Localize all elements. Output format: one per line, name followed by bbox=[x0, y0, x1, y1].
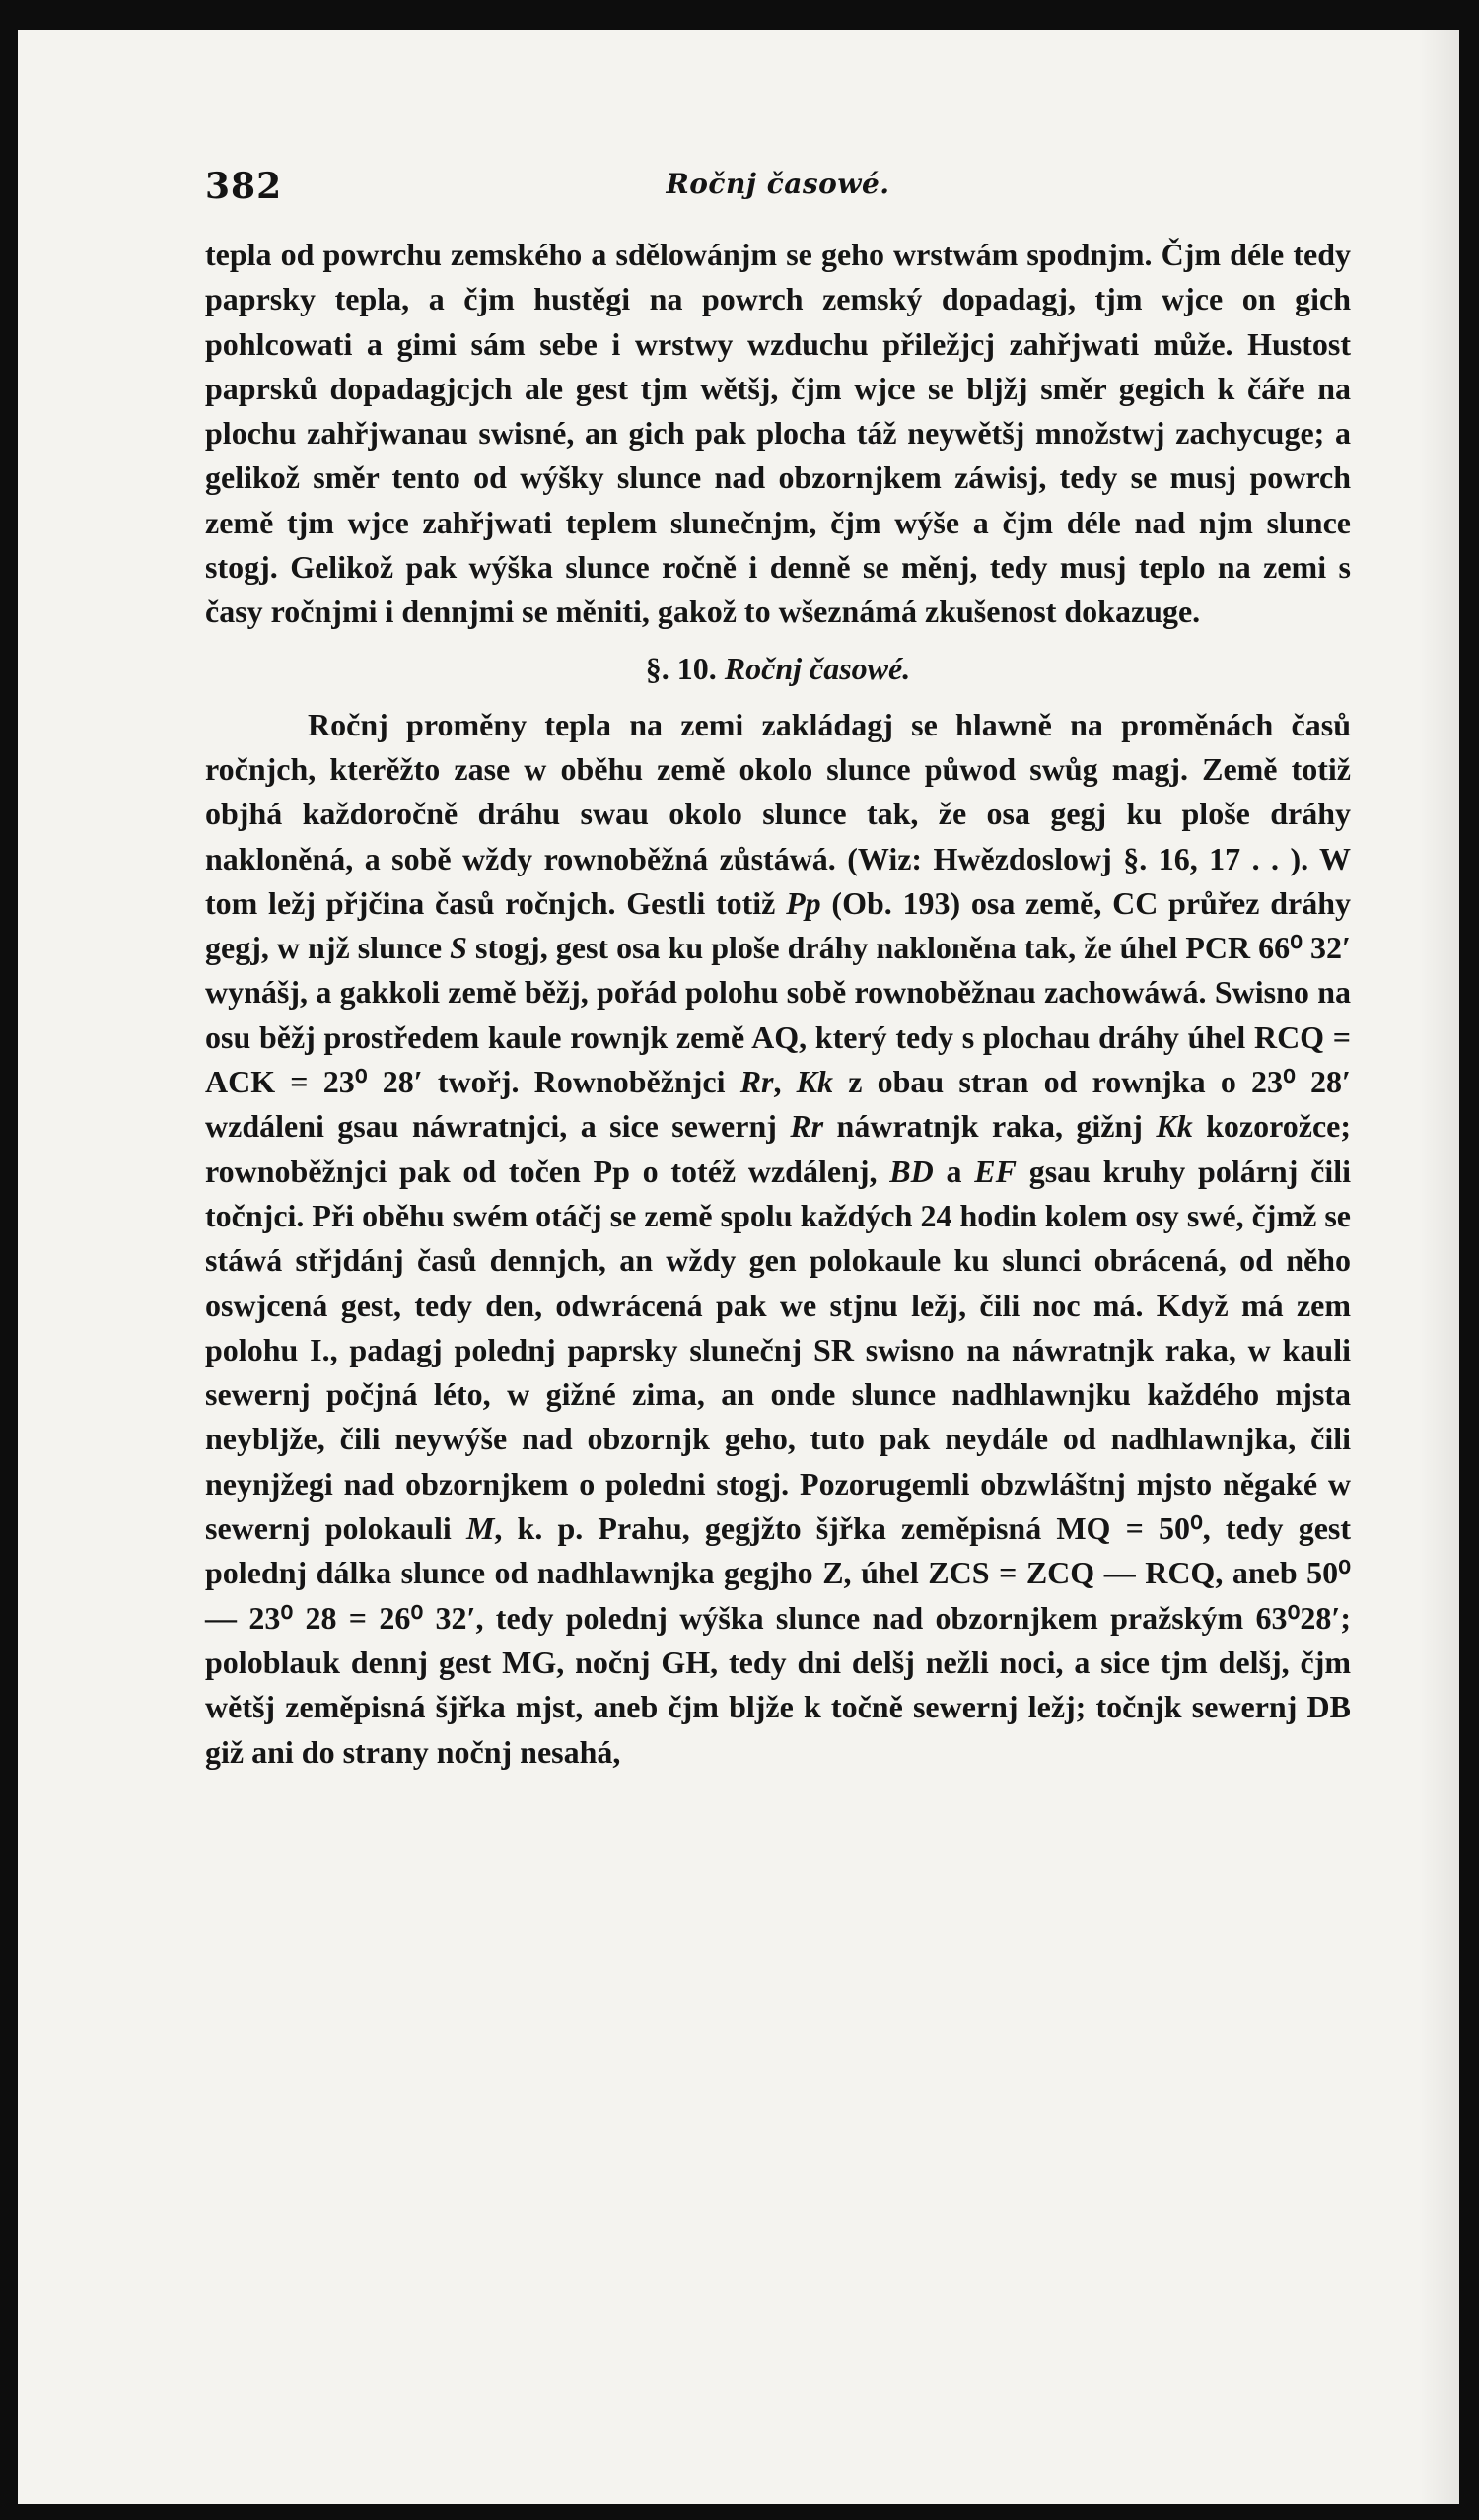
symbol-M: M bbox=[465, 1510, 495, 1547]
paragraph-seasons bbox=[205, 703, 1351, 1775]
symbol-Rr: Rr bbox=[740, 1064, 774, 1100]
running-head: Ročnj časowé. bbox=[666, 168, 890, 200]
symbol-EF: EF bbox=[974, 1153, 1017, 1189]
text-run: náwratnjk raka, gižnj bbox=[823, 1108, 1157, 1145]
page-number: 382 bbox=[205, 166, 283, 207]
text-run: gsau kruhy polárnj čili točnjci. Při oběhu swém otáčj se země spolu každých 24 hodin kolem osy swé, čjmž se stáwá střjdánj časů dennjch, an wždy gen polokaule ku slunci obrácená, od něho oswjcená gest, tedy den, odwrácená pak we stjnu ležj, čili noc má. Když má zem polohu I., padagj polednj paprsky slunečnj SR swisno na náwratnjk raka, w kauli sewernj počjná léto, w gižné zima, an onde slunce nadhlawnjku každého mjsta neybljže, čili neywýše nad obzornjk geho, tuto pak neydále od nadhlawnjka, čili neynjžegi nad obzornjkem o poledni stogj. Pozorugemli obzwláštnj mjsto něgaké w sewernj polokauli bbox=[205, 1153, 1352, 1547]
text-run: kozorožce; rownoběžnjci pak od točen Pp o totéž wzdálenj, bbox=[205, 1108, 1352, 1189]
section-number: §. 10. bbox=[645, 650, 717, 686]
page-edge-shadow bbox=[1420, 30, 1459, 2504]
text-run: (Ob. 193) osa země, CC průřez dráhy gegj, w njž slunce bbox=[205, 884, 1352, 966]
text-run: a bbox=[933, 1153, 975, 1189]
section-title: Ročnj časowé. bbox=[724, 650, 911, 686]
symbol-S: S bbox=[450, 930, 467, 966]
body-text bbox=[205, 233, 1351, 1775]
text-run: Ročnj proměny tepla na zemi zakládagj se hlawně na proměnách časů ročnjch, kterěžto zase w oběhu země okolo slunce půwod swůg magj. Země totiž objhá každoročně dráhu swau okolo slunce tak, že osa gegj ku ploše dráhy nakloněná, a sobě wždy rownoběžná zůstáwá. (Wiz: Hwězdoslowj §. 16, 17 . . ). W tom ležj přjčina časů ročnjch. Gestli totiž bbox=[205, 706, 1351, 921]
page-header bbox=[205, 166, 1351, 205]
paragraph-continued: tepla od powrchu zemského a sdělowánjm se geho wrstwám spodnjm. Čjm déle tedy paprsky tepla, a čjm hustěgi na powrch zemský dopadagj, tjm wjce on gich pohlcowati a gimi sám sebe i wrstwy wzduchu přiležjcj zahřjwati může. Hustost paprsků dopadagjcjch ale gest tjm wětšj, čjm wjce se bljžj směr gegich k čáře na plochu zahřjwanau swisné, an gich pak plocha táž neywětšj množstwj zachycuge; a gelikož směr tento od wýšky slunce nad obzornjkem záwisj, tedy se musj powrch země tjm wjce zahřjwati teplem slunečnjm, čjm wýše a čjm déle nad njm slunce stogj. Gelikož pak wýška slunce ročně i denně se měnj, tedy musj teplo na zemi s časy ročnjmi i dennjmi se měniti, gakož to wšeznámá zkušenost dokazuge. bbox=[205, 237, 1351, 630]
symbol-Kk: Kk bbox=[796, 1064, 834, 1100]
symbol-Kk: Kk bbox=[1156, 1108, 1193, 1145]
symbol-BD: BD bbox=[889, 1153, 934, 1189]
symbol-Pp: Pp bbox=[786, 884, 821, 921]
text-run: , bbox=[773, 1064, 797, 1100]
section-heading bbox=[205, 647, 1351, 691]
text-run: , k. p. Prahu, gegjžto šjřka zeměpisná MQ = 50⁰, tedy gest polednj dálka slunce od nadhlawnjka gegjho Z, úhel ZCS = ZCQ — RCQ, aneb 50⁰ — 23⁰ 28 = 26⁰ 32′, tedy polednj wýška slunce nad obzornjkem pražským 63⁰28′; poloblauk dennj gest MG, nočnj GH, tedy dni delšj nežli noci, a sice tjm delšj, čjm wětšj zeměpisná šjřka mjst, aneb čjm bljže k točně sewernj ležj; točnjk sewernj DB giž ani do strany nočnj nesahá, bbox=[205, 1510, 1352, 1770]
symbol-Rr: Rr bbox=[790, 1108, 824, 1145]
text-run: z obau stran od rownjka o 23⁰ 28′ wzdáleni gsau náwratnjci, a sice sewernj bbox=[205, 1064, 1352, 1145]
text-run: stogj, gest osa ku ploše dráhy nakloněna tak, že úhel PCR 66⁰ 32′ wynášj, a gakkoli země běžj, pořád polohu sobě rownoběžnau zachowáwá. Swisno na osu běžj prostředem kaule rownjk země AQ, který tedy s plochau dráhy úhel RCQ = ACK = 23⁰ 28′ twořj. Rownoběžnjci bbox=[205, 930, 1352, 1100]
